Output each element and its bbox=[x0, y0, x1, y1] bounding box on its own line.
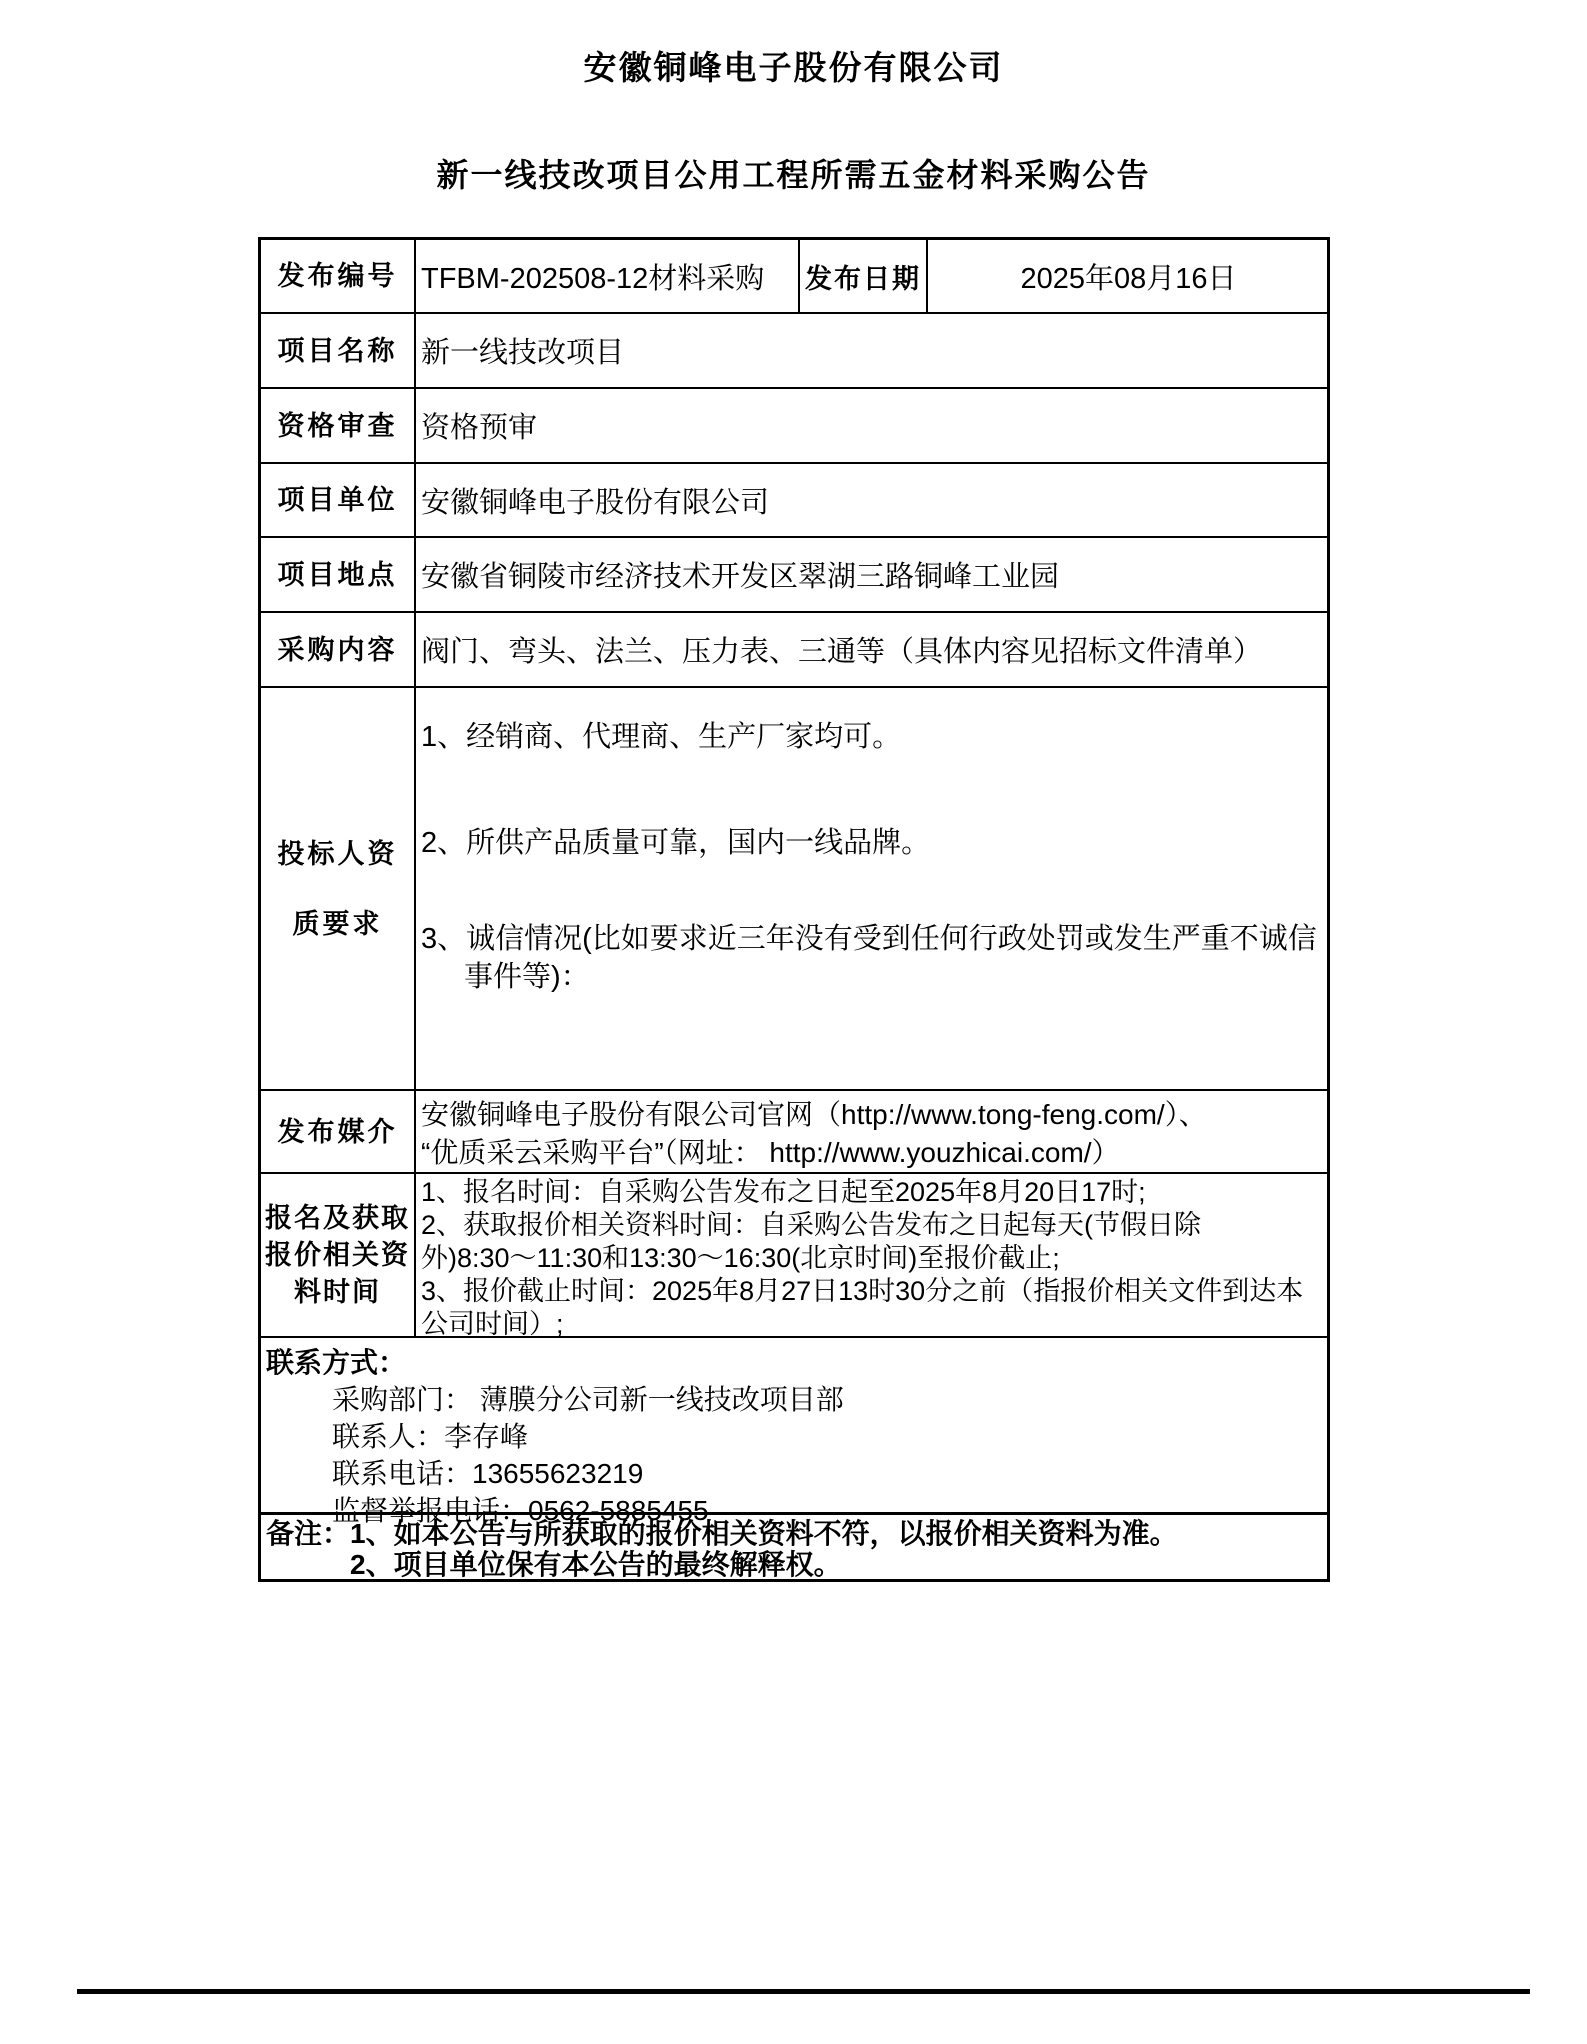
announcement-table bbox=[258, 237, 1330, 1582]
procurement-content-value: 阀门、弯头、法兰、压力表、三通等（具体内容见招标文件清单） bbox=[421, 636, 1263, 668]
schedule-line-1: 1、报名时间：自采购公告发布之日起至2025年8月20日17时; bbox=[421, 1177, 1146, 1207]
row-project-unit bbox=[261, 464, 1327, 538]
contact-department: 采购部门： 薄膜分公司新一线技改项目部 bbox=[332, 1384, 844, 1415]
qualification-review-value: 资格预审 bbox=[421, 412, 538, 444]
row-schedule bbox=[261, 1174, 1327, 1338]
bidder-qualification-label-line2: 质要求 bbox=[292, 908, 383, 939]
contact-person: 联系人：李存峰 bbox=[332, 1421, 529, 1452]
page-title: 安徽铜峰电子股份有限公司 bbox=[583, 49, 1004, 86]
media-line-2: “优质采云采购平台”（网址： http://www.youzhicai.com/） bbox=[421, 1137, 1120, 1168]
project-unit-label: 项目单位 bbox=[261, 464, 416, 536]
bidder-qualification-content bbox=[416, 688, 1327, 1089]
procurement-content-label: 采购内容 bbox=[261, 613, 416, 686]
project-name-value: 新一线技改项目 bbox=[421, 337, 625, 369]
bidder-qualification-item-2: 2、所供产品质量可靠，国内一线品牌。 bbox=[421, 827, 931, 859]
row-procurement-content bbox=[261, 613, 1327, 688]
project-location-value: 安徽省铜陵市经济技术开发区翠湖三路铜峰工业园 bbox=[421, 561, 1060, 593]
remarks-line-2: 2、项目单位保有本公告的最终解释权。 bbox=[350, 1549, 842, 1580]
schedule-label-line1: 报名及获取 bbox=[265, 1202, 410, 1233]
row-project-name bbox=[261, 314, 1327, 389]
contact-content bbox=[261, 1338, 1327, 1526]
schedule-label-line3: 料时间 bbox=[294, 1276, 381, 1307]
bidder-qualification-item-1: 1、经销商、代理商、生产厂家均可。 bbox=[421, 721, 902, 753]
row-remarks bbox=[261, 1515, 1327, 1579]
media-content bbox=[416, 1091, 1327, 1172]
row-contact bbox=[261, 1338, 1327, 1526]
schedule-line-2: 2、获取报价相关资料时间：自采购公告发布之日起每天(节假日除 bbox=[421, 1210, 1202, 1240]
schedule-content bbox=[416, 1174, 1327, 1339]
project-unit-value: 安徽铜峰电子股份有限公司 bbox=[421, 486, 770, 519]
bidder-qualification-item-3: 3、诚信情况(比如要求近三年没有受到任何行政处罚或发生严重不诚信 bbox=[421, 923, 1317, 955]
remarks-line-1: 备注：1、如本公告与所获取的报价相关资料不符，以报价相关资料为准。 bbox=[266, 1518, 1178, 1549]
publish-date-value: 2025年08月16日 bbox=[1020, 262, 1237, 295]
media-label: 发布媒介 bbox=[261, 1091, 416, 1172]
page-subtitle: 新一线技改项目公用工程所需五金材料采购公告 bbox=[436, 157, 1151, 193]
row-media bbox=[261, 1091, 1327, 1174]
bidder-qualification-label-line1: 投标人资 bbox=[277, 838, 398, 869]
schedule-line-3: 外)8:30～11:30和13:30～16:30(北京时间)至报价截止; bbox=[421, 1243, 1060, 1273]
contact-supervision-phone: 监督举报电话：0562-5885455 bbox=[332, 1495, 709, 1526]
row-publish-number bbox=[261, 240, 1327, 314]
project-name-label: 项目名称 bbox=[261, 314, 416, 387]
project-location-label: 项目地点 bbox=[261, 538, 416, 611]
media-line-1: 安徽铜峰电子股份有限公司官网（http://www.tong-feng.com/）、 bbox=[421, 1099, 1207, 1130]
publish-number-label: 发布编号 bbox=[261, 240, 416, 312]
publish-number-value: TFBM-202508-12材料采购 bbox=[421, 262, 765, 295]
footer-divider-rule bbox=[77, 1989, 1530, 1994]
publish-date-label: 发布日期 bbox=[798, 240, 928, 312]
schedule-line-4: 3、报价截止时间：2025年8月27日13时30分之前（指报价相关文件到达本 bbox=[421, 1276, 1304, 1306]
bidder-qualification-label bbox=[261, 688, 416, 1089]
schedule-line-5: 公司时间）; bbox=[421, 1309, 564, 1339]
qualification-review-label: 资格审查 bbox=[261, 389, 416, 462]
schedule-label-line2: 报价相关资 bbox=[265, 1239, 410, 1270]
contact-heading: 联系方式： bbox=[266, 1347, 407, 1378]
contact-phone: 联系电话：13655623219 bbox=[332, 1458, 644, 1489]
row-project-location bbox=[261, 538, 1327, 613]
schedule-label bbox=[261, 1174, 416, 1336]
remarks-content bbox=[261, 1515, 1327, 1579]
bidder-qualification-item-3-cont: 事件等)： bbox=[464, 961, 590, 993]
row-qualification-review bbox=[261, 389, 1327, 464]
row-bidder-qualification bbox=[261, 688, 1327, 1091]
